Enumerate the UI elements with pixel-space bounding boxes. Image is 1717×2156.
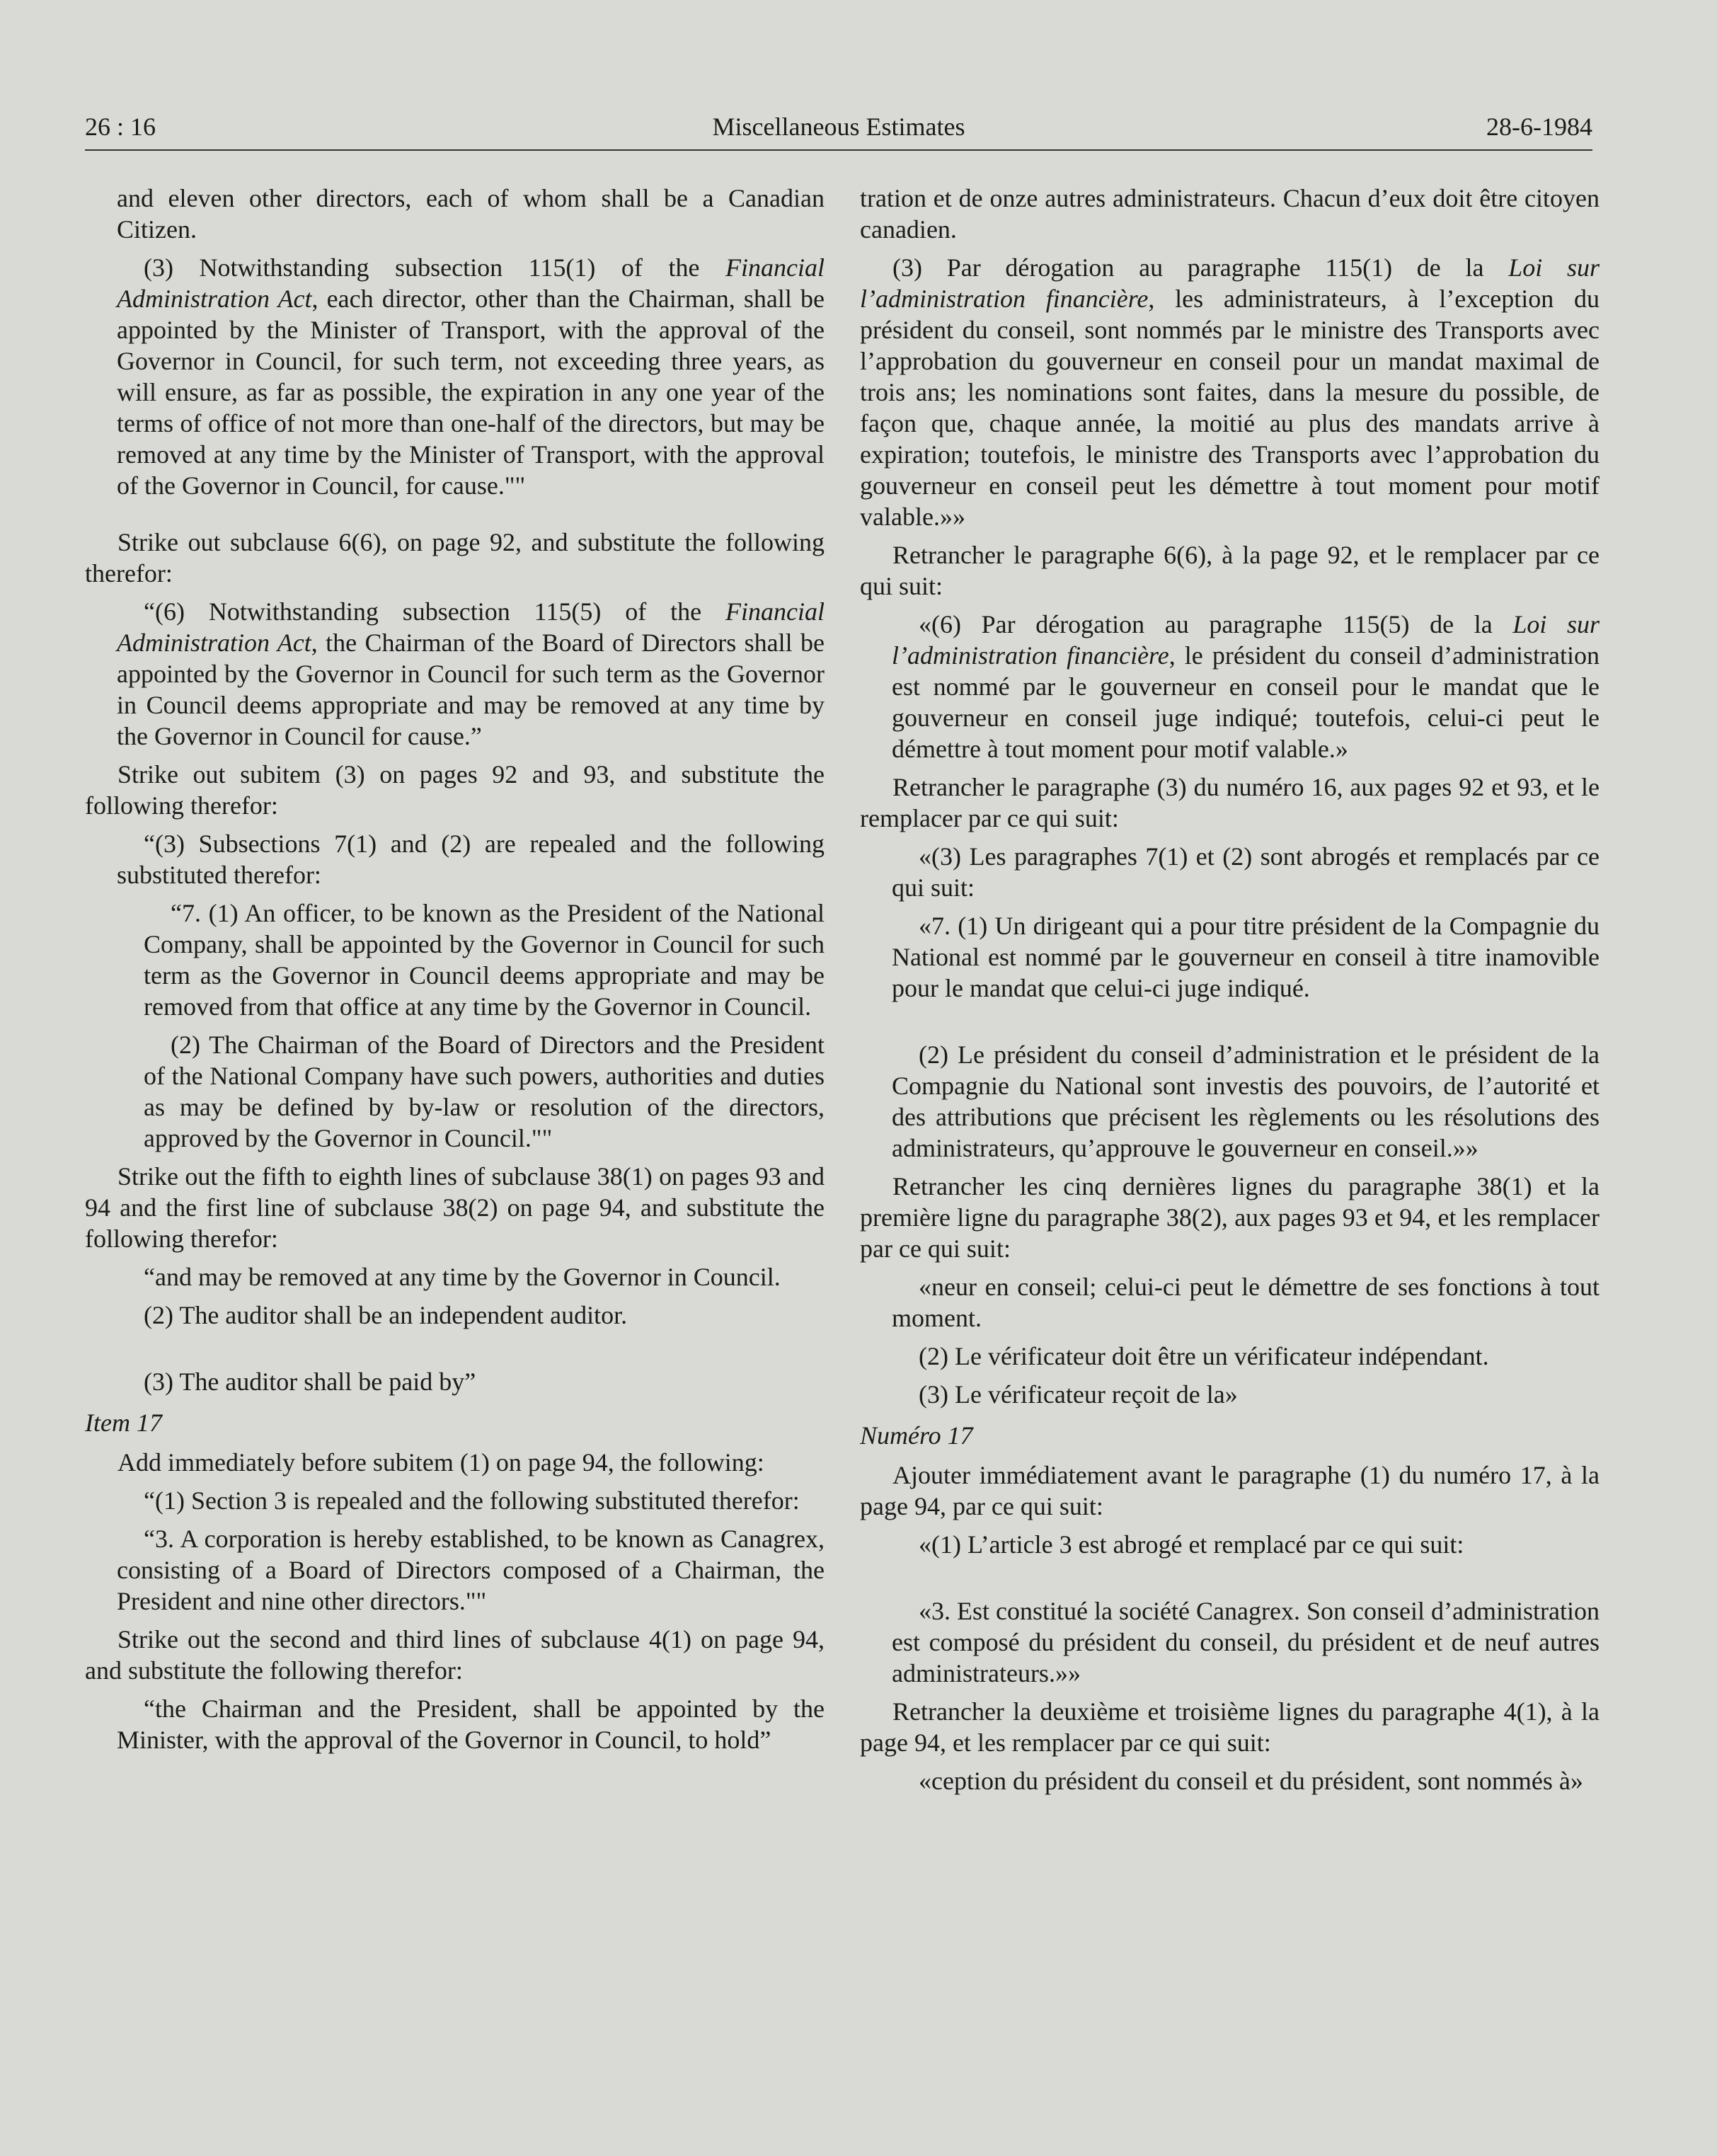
fr-paragraph: tration et de onze autres administrateurs. Chacun d’eux doit être citoyen canadien. [860,184,1600,243]
header-date: 28-6-1984 [1486,113,1592,141]
en-instruction: Strike out subclause 6(6), on page 92, and substitute the following therefor: [85,528,825,587]
fr-instruction: Ajouter immédiatement avant le paragraphe (1) du numéro 17, à la page 94, par ce qui suit: [860,1461,1600,1520]
english-column [85,183,825,1762]
fr-paragraph: (3) Par dérogation au paragraphe 115(1) de la Loi sur l’administration financière, les administrateurs, à l’exception du président du conseil, sont nommés par le ministre des Transports avec l’approbation du gouverneur en conseil pour un mandat maximal de trois ans; les nominations sont faites, dans la mesure du possible, de façon que, chaque année, la moitié au plus des mandats arrive à expiration; toutefois, le ministre des Transports avec l’approbation du gouverneur en conseil peut les démettre à tout moment pour motif valable.»» [860,253,1600,531]
fr-item-heading: Numéro 17 [860,1421,973,1450]
fr-paragraph: «3. Est constitué la société Canagrex. Son conseil d’administration est composé du président du conseil, du président et de neuf autres administrateurs.»» [892,1597,1600,1687]
fr-paragraph: «(1) L’article 3 est abrogé et remplacé par ce qui suit: [919,1530,1464,1559]
en-act-title: Financial Administration Act [117,253,825,313]
fr-paragraph: «neur en conseil; celui-ci peut le démettre de ses fonctions à tout moment. [892,1273,1600,1332]
page-number: 26 : 16 [85,113,156,141]
en-paragraph: “(1) Section 3 is repealed and the following substituted therefor: [144,1486,800,1515]
en-paragraph: “and may be removed at any time by the Governor in Council. [144,1263,781,1291]
en-paragraph: (2) The Chairman of the Board of Directors and the President of the National Company have such powers, authorities and duties as may be defined by by-law or resolution of the directors, approved by the Governor in Council."" [144,1031,825,1152]
en-instruction: Strike out the fifth to eighth lines of subclause 38(1) on pages 93 and 94 and the first line of subclause 38(2) on page 94, and substitute the following therefor: [85,1162,825,1253]
fr-paragraph: «7. (1) Un dirigeant qui a pour titre président de la Compagnie du National est nommé par le gouverneur en conseil à titre inamovible pour le mandat que celui-ci juge indiqué. [892,912,1600,1002]
header-rule [85,149,1592,151]
en-paragraph: “(6) Notwithstanding subsection 115(5) of the Financial Administration Act, the Chairman of the Board of Directors shall be appointed by the Governor in Council for such term as the Governor in Council deems appropriate and may be removed at any time by the Governor in Council for cause.” [117,597,825,750]
en-paragraph: “the Chairman and the President, shall be appointed by the Minister, with the approval of the Governor in Council, to hold” [117,1695,825,1754]
fr-instruction: Retrancher le paragraphe 6(6), à la page 92, et le remplacer par ce qui suit: [860,541,1600,600]
en-paragraph: “(3) Subsections 7(1) and (2) are repealed and the following substituted therefor: [117,830,825,889]
en-instruction: Strike out the second and third lines of subclause 4(1) on page 94, and substitute the following therefor: [85,1625,825,1685]
en-paragraph: (2) The auditor shall be an independent auditor. [144,1301,628,1329]
page-header [85,112,1592,147]
fr-paragraph: (2) Le vérificateur doit être un vérificateur indépendant. [919,1342,1489,1370]
running-title: Miscellaneous Estimates [712,113,965,141]
en-paragraph: (3) The auditor shall be paid by” [144,1367,476,1396]
fr-instruction: Retrancher la deuxième et troisième lignes du paragraphe 4(1), à la page 94, et les remplacer par ce qui suit: [860,1697,1600,1757]
fr-paragraph: (2) Le président du conseil d’administration et le président de la Compagnie du National sont investis des pouvoirs, de l’autorité et des attributions que précisent les règlements ou les résolutions des administrateurs, qu’approuve le gouverneur en conseil.»» [892,1040,1600,1162]
fr-paragraph: «ception du président du conseil et du président, sont nommés à» [919,1767,1583,1795]
en-instruction: Strike out subitem (3) on pages 92 and 93, and substitute the following therefor: [85,760,825,820]
french-column [860,183,1600,1804]
en-instruction: Add immediately before subitem (1) on page 94, the following: [117,1448,764,1476]
fr-act-title: Loi sur l’administration financière [892,610,1600,670]
fr-paragraph: «(6) Par dérogation au paragraphe 115(5) de la Loi sur l’administration financière, le président du conseil d’administration est nommé par le gouverneur en conseil pour le mandat que le gouverneur en conseil juge indiqué; toutefois, celui-ci peut le démettre à tout moment pour motif valable.» [892,610,1600,763]
fr-paragraph: (3) Le vérificateur reçoit de la» [919,1380,1238,1409]
en-paragraph: “7. (1) An officer, to be known as the President of the National Company, shall be appointed by the Governor in Council for such term as the Governor in Council deems appropriate and may be removed from that office at any time by the Governor in Council. [144,899,825,1021]
fr-paragraph: «(3) Les paragraphes 7(1) et (2) sont abrogés et remplacés par ce qui suit: [892,842,1600,902]
en-paragraph: (3) Notwithstanding subsection 115(1) of the Financial Administration Act, each director, other than the Chairman, shall be appointed by the Minister of Transport, with the approval of the Governor in Council, for such term, not exceeding three years, as will ensure, as far as possible, the expiration in any one year of the terms of office of not more than one-half of the directors, but may be removed at any time by the Minister of Transport, with the approval of the Governor in Council, for cause."" [117,253,825,500]
fr-act-title: Loi sur l’administration financière [860,253,1600,313]
en-item-heading: Item 17 [85,1409,162,1437]
fr-instruction: Retrancher le paragraphe (3) du numéro 16, aux pages 92 et 93, et le remplacer par ce qui suit: [860,773,1600,832]
en-paragraph: and eleven other directors, each of whom shall be a Canadian Citizen. [117,184,825,243]
en-paragraph: “3. A corporation is hereby established, to be known as Canagrex, consisting of a Board of Directors composed of a Chairman, the President and nine other directors."" [117,1525,825,1615]
en-act-title: Financial Administration Act [117,597,825,657]
fr-instruction: Retrancher les cinq dernières lignes du paragraphe 38(1) et la première ligne du paragraphe 38(2), aux pages 93 et 94, et les remplacer par ce qui suit: [860,1172,1600,1263]
